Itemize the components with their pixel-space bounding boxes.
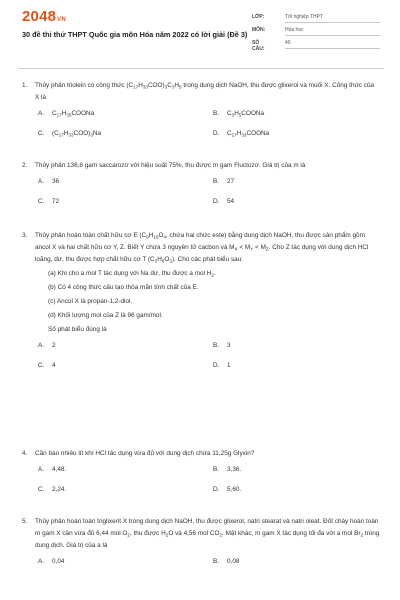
option-d[interactable]: D. $C_{17}H_{33}COONa$ [213, 130, 270, 138]
question-number: 5. [22, 518, 28, 525]
meta-value: Hóa học [285, 27, 380, 36]
option-a[interactable]: A. 2 [38, 342, 56, 349]
option-a[interactable]: A. 0,04 [38, 558, 65, 565]
options [38, 340, 380, 380]
statement-a: (a) Khi cho a mol T tác dụng với Na dư, thu được a mol $H_2$. [48, 270, 216, 278]
question-text: Thủy phân triolein có công thức $(C_{17}H_{33}COO)_3C_3H_5$ trong dung dịch NaOH, thu được glixerol và muối X. Công thức của X là [35, 82, 375, 101]
options [38, 464, 380, 504]
statement-d: (d) Khối lượng mol của Z là 96 gam/mol. [48, 312, 163, 319]
statement-c: (c) Ancol X là propan-1,2-diol. [48, 298, 133, 305]
option-b[interactable]: B. 3 [213, 342, 231, 349]
question-number: 1. [22, 82, 28, 89]
option-a[interactable]: A. 36 [38, 178, 60, 185]
question-1 [22, 80, 380, 160]
question-3 [22, 230, 380, 448]
question-list [22, 80, 380, 596]
meta-value: 40 [285, 40, 380, 49]
statement-final: Số phát biểu đúng là [48, 326, 107, 333]
option-b[interactable]: B. 0,08 [213, 558, 240, 565]
option-b[interactable]: B. 27 [213, 178, 235, 185]
question-number: 3. [22, 232, 28, 239]
option-b[interactable]: B. $C_3H_5COONa$ [213, 110, 265, 118]
question-text: Cần bao nhiêu lít khí HCl tác dụng vừa đủ với dung dịch chứa 11,25g Glyxin? [35, 450, 255, 457]
options [38, 556, 380, 576]
option-c[interactable]: C. 72 [38, 198, 60, 205]
question-number: 2. [22, 162, 28, 169]
question-text: Thủy phân hoàn toàn triglixerit X trong dung dịch NaOH, thu được glixerol, natri stearat và natri oleat. Đốt cháy hoàn toàn m gam X cần vừa đủ 6,44 mol $O_2$, thu được $H_2O$ và 4,56 mol $CO_2$. Mặt khác, m gam X tác dụng tối đa với a mol $Br_2$ trong dung dịch. Giá trị của a là [35, 518, 380, 549]
options [38, 108, 380, 148]
meta-label: MÔN: [252, 27, 266, 33]
option-c[interactable]: C. 4 [38, 362, 56, 369]
document-header [0, 0, 400, 62]
question-4 [22, 448, 380, 516]
option-c[interactable]: C. 2,24. [38, 486, 67, 493]
option-b[interactable]: B. 3,36. [213, 466, 242, 473]
question-2 [22, 160, 380, 230]
meta-label: SỐ CÂU: [252, 40, 265, 52]
option-a[interactable]: A. $C_{17}H_{35}COONa$ [38, 110, 95, 118]
header-divider [18, 68, 384, 69]
site-logo[interactable]: 2048VN [22, 8, 66, 25]
document-title: 30 đề thi thử THPT Quốc gia môn Hóa năm 2022 có lời giải (Đề 3) [22, 30, 248, 39]
question-text: Thủy phân 136,8 gam saccarozơ với hiệu suất 75%, thu được m gam Fluctozơ. Giá trị của m là [35, 162, 306, 169]
options [38, 176, 380, 216]
question-text: Thủy phân hoàn toàn chất hữu cơ E ($C_9H_{16}O_4$, chứa hai chức este) bằng dung dịch NaOH, thu được sản phẩm gồm ancol X và hai chất hữu cơ Y, Z. Biết Y chứa 3 nguyên tử cacbon và $M_X < M_Y < M_Z$. Cho Z tác dụng với dung dịch HCl loãng, dư, thu được hợp chất hữu cơ T $(C_3H_6O_3)$. Cho các phát biểu sau: [35, 232, 369, 264]
question-number: 4. [22, 450, 28, 457]
meta-label: LỚP: [252, 14, 265, 20]
question-5 [22, 516, 380, 596]
meta-value: Tốt nghiệp THPT [285, 14, 380, 23]
option-d[interactable]: D. 1 [213, 362, 231, 369]
option-c[interactable]: C. $(C_{17}H_{33}COO)_3Na$ [38, 130, 102, 138]
option-a[interactable]: A. 4,48. [38, 466, 67, 473]
option-d[interactable]: D. 5,60. [213, 486, 242, 493]
statement-b: (b) Có 4 công thức cấu tạo thỏa mãn tính chất của E. [48, 284, 199, 291]
option-d[interactable]: D. 54 [213, 198, 235, 205]
